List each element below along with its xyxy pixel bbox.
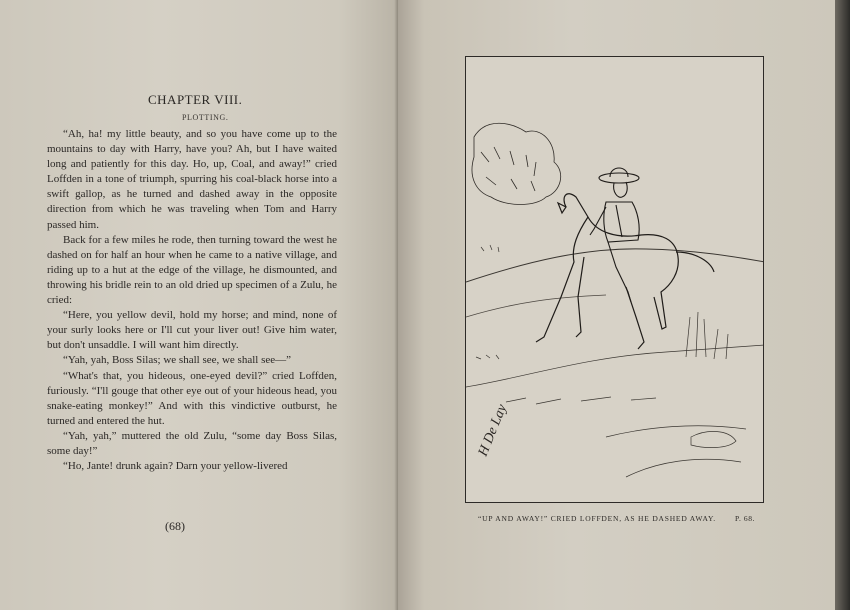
paragraph: “Ho, Jante! drunk again? Darn your yellow-livered bbox=[63, 460, 288, 473]
chapter-subtitle: PLOTTING. bbox=[182, 113, 229, 122]
caption-page-reference: P. 68. bbox=[735, 514, 756, 523]
left-page bbox=[0, 0, 398, 610]
illustration-caption: “UP AND AWAY!” CRIED LOFFDEN, AS HE DASHED AWAY. bbox=[478, 514, 716, 523]
svg-text:H De Lay: H De Lay bbox=[475, 402, 511, 459]
chapter-title: CHAPTER VIII. bbox=[148, 92, 243, 107]
chapter-body bbox=[47, 127, 337, 474]
paragraph: “Here, you yellow devil, hold my horse; and mind, none of your surly looks here or I'll cut your liver out! Give him water, but don't unsaddle. I will want him directly. bbox=[47, 309, 337, 352]
paragraph: Back for a few miles he rode, then turning toward the west he dashed on for half an hour when he came to a native village, and riding up to a hut at the edge of the village, he dismounted, and throwing his bridle rein to an old dried up specimen of a Zulu, he cried: bbox=[47, 233, 337, 307]
paragraph: “Yah, yah,” muttered the old Zulu, “some day Boss Silas, some day!” bbox=[47, 429, 337, 457]
page-number: (68) bbox=[165, 519, 185, 533]
illustration-drawing bbox=[466, 57, 764, 503]
paragraph: “What's that, you hideous, one-eyed devil?” cried Loffden, furiously. “I'll gouge that other eye out of your hideous head, you snake-eating monkey!” And with this vindictive outburst, he turned and entered the hut. bbox=[47, 369, 337, 427]
paragraph: “Yah, yah, Boss Silas; we shall see, we shall see—” bbox=[63, 354, 292, 367]
horse-rider-illustration bbox=[465, 56, 764, 503]
background-edge bbox=[835, 0, 850, 610]
paragraph: “Ah, ha! my little beauty, and so you have come up to the mountains to day with Harry, have you? Ah, but I have waited long and patiently for this day. Ho, up, Coal, and away!” cried Loffden in a tone of triumph, spurring his coal-black horse into a swift gallop, as he turned and dashed away in the opposite direction from which he was traveling when Tom and Harry passed him. bbox=[47, 128, 337, 231]
